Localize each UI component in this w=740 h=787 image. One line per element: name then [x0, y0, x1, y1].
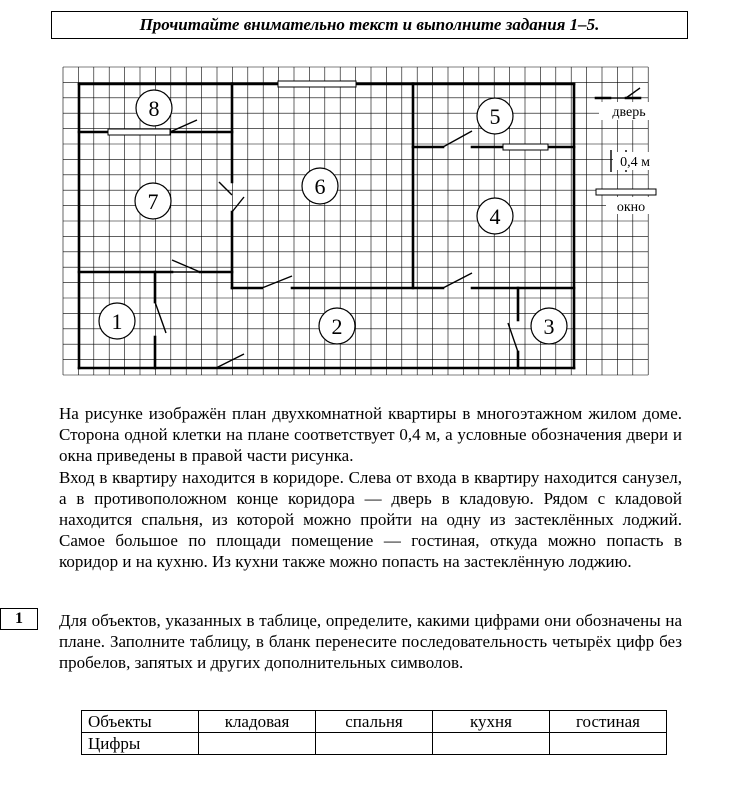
row-label-digits: Цифры	[82, 733, 199, 755]
apartment-description: Вход в квартиру находится в коридоре. Слева от входа в квартиру находится санузел, а в противоположном конце коридора — дверь в кладовую. Рядом с кладовой находится спальня, из которой можно пройти на одну из застеклённых лоджий. Самое большое по площади помещение — гостиная, откуда можно попасть в коридор и на кухню. Из кухни также можно попасть на застеклённую лоджию.	[59, 468, 682, 571]
answer-cell[interactable]	[550, 733, 667, 755]
task-number-box: 1	[0, 608, 38, 630]
answer-cell[interactable]	[316, 733, 433, 755]
column-header: спальня	[316, 711, 433, 733]
room-number-label: 8	[148, 96, 160, 121]
answer-cell[interactable]	[433, 733, 550, 755]
room-number-label: 2	[331, 314, 343, 339]
room-number-label: 4	[489, 204, 501, 229]
column-header: гостиная	[550, 711, 667, 733]
column-header: кухня	[433, 711, 550, 733]
plan-room-labels	[99, 90, 567, 344]
room-number-label: 6	[314, 174, 326, 199]
table-row	[82, 733, 667, 755]
table-row	[82, 711, 667, 733]
header-title: Прочитайте внимательно текст и выполните задания 1–5.	[51, 11, 688, 39]
plan-description: На рисунке изображён план двухкомнатной квартиры в многоэтажном жилом доме. Сторона одной клетки на плане соответствует 0,4 м, а условные обозначения двери и окна приведены в правой части рисунка.	[59, 404, 682, 465]
task-text: Для объектов, указанных в таблице, определите, какими цифрами они обозначены на плане. Заполните таблицу, в бланк перенесите последовательность четырёх цифр без пробелов, запятых и других дополнительных символов.	[59, 611, 682, 672]
column-header: кладовая	[199, 711, 316, 733]
legend-door-label: дверь	[612, 105, 646, 120]
room-number-label: 1	[111, 309, 123, 334]
answer-table	[81, 710, 667, 755]
room-number-label: 3	[543, 314, 555, 339]
legend-window-label: окно	[616, 200, 646, 215]
room-number-label: 5	[489, 104, 501, 129]
row-label-objects: Объекты	[82, 711, 199, 733]
legend-scale-label: 0,4 м	[620, 155, 650, 170]
plan-legend	[599, 102, 659, 215]
answer-cell[interactable]	[199, 733, 316, 755]
room-number-label: 7	[147, 189, 159, 214]
